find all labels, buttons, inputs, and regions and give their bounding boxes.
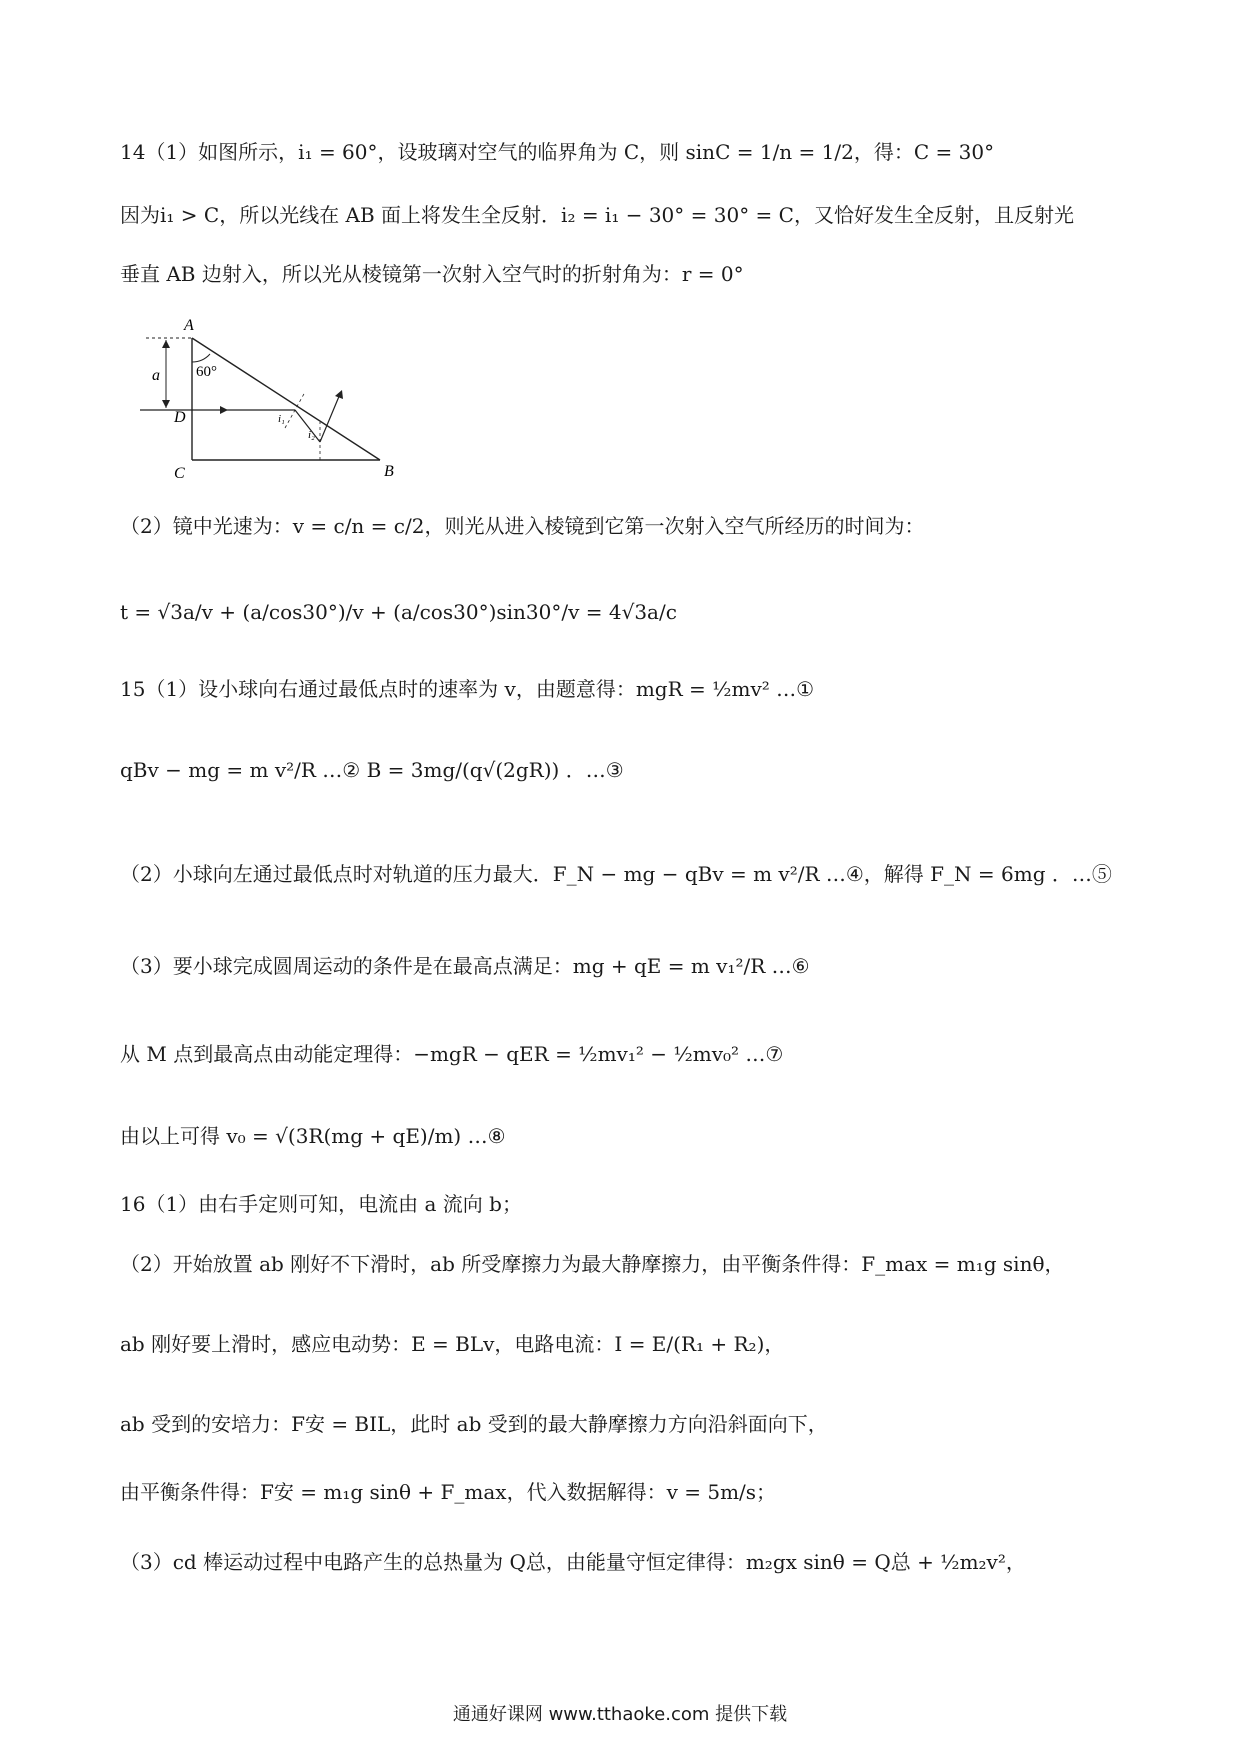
p15-line6: 由以上可得 v₀ = √(3R(mg + qE)/m) …⑧	[120, 1124, 506, 1148]
p16-line4: ab 受到的安培力：F安 = BIL，此时 ab 受到的最大静摩擦力方向沿斜面向下，	[120, 1412, 828, 1436]
p14-line1: 14（1）如图所示，i₁ = 60°，设玻璃对空气的临界角为 C，则 sinC = 1/n = 1/2，得：C = 30°	[120, 140, 995, 164]
p16-line2: （2）开始放置 ab 刚好不下滑时，ab 所受摩擦力为最大静摩擦力，由平衡条件得：F_max = m₁g sinθ，	[120, 1252, 1065, 1276]
p16-line6: （3）cd 棒运动过程中电路产生的总热量为 Q总，由能量守恒定律得：m₂gx sinθ = Q总 + ½m₂v²，	[120, 1550, 1026, 1574]
p15-line4: （3）要小球完成圆周运动的条件是在最高点满足：mg + qE = m v₁²/R …⑥	[120, 954, 810, 978]
p15-line1: 15（1）设小球向右通过最低点时的速率为 v，由题意得：mgR = ½mv² …①	[120, 677, 815, 701]
footer-source: 通通好课网 www.tthaoke.com 提供下载	[452, 1704, 788, 1725]
p16-line3: ab 刚好要上滑时，感应电动势：E = BLv，电路电流：I = E/(R₁ + R₂)，	[120, 1332, 785, 1356]
p16-line1: 16（1）由右手定则可知，电流由 a 流向 b；	[120, 1192, 522, 1216]
label-i1: i₁	[278, 413, 285, 425]
p15-line5: 从 M 点到最高点由动能定理得：−mgR − qER = ½mv₁² − ½mv₀² …⑦	[120, 1042, 784, 1066]
label-B: B	[384, 463, 394, 480]
label-D: D	[174, 409, 186, 426]
p15-line3: （2）小球向左通过最低点时对轨道的压力最大．F_N − mg − qBv = m v²/R …④，解得 F_N = 6mg ．…⑤	[120, 862, 1112, 886]
label-i2: i₂	[308, 429, 315, 441]
p14-line4: （2）镜中光速为：v = c/n = c/2，则光从进入棱镜到它第一次射入空气所经历的时间为：	[120, 514, 925, 538]
p14-line5: t = √3a/v + (a/cos30°)/v + (a/cos30°)sin30°/v = 4√3a/c	[120, 600, 677, 624]
label-angle: 60°	[196, 364, 217, 380]
label-a: a	[152, 367, 160, 384]
label-A: A	[184, 317, 194, 334]
p14-line2: 因为i₁ > C，所以光线在 AB 面上将发生全反射．i₂ = i₁ − 30° = 30° = C，又恰好发生全反射，且反射光	[120, 203, 1074, 227]
p14-line3: 垂直 AB 边射入，所以光从棱镜第一次射入空气时的折射角为：r = 0°	[120, 262, 744, 286]
label-C: C	[174, 465, 185, 480]
prism-diagram	[140, 310, 420, 480]
p15-line2: qBv − mg = m v²/R …② B = 3mg/(q√(2gR)) ．…③	[120, 758, 624, 782]
p16-line5: 由平衡条件得：F安 = m₁g sinθ + F_max，代入数据解得：v = 5m/s；	[120, 1480, 777, 1504]
